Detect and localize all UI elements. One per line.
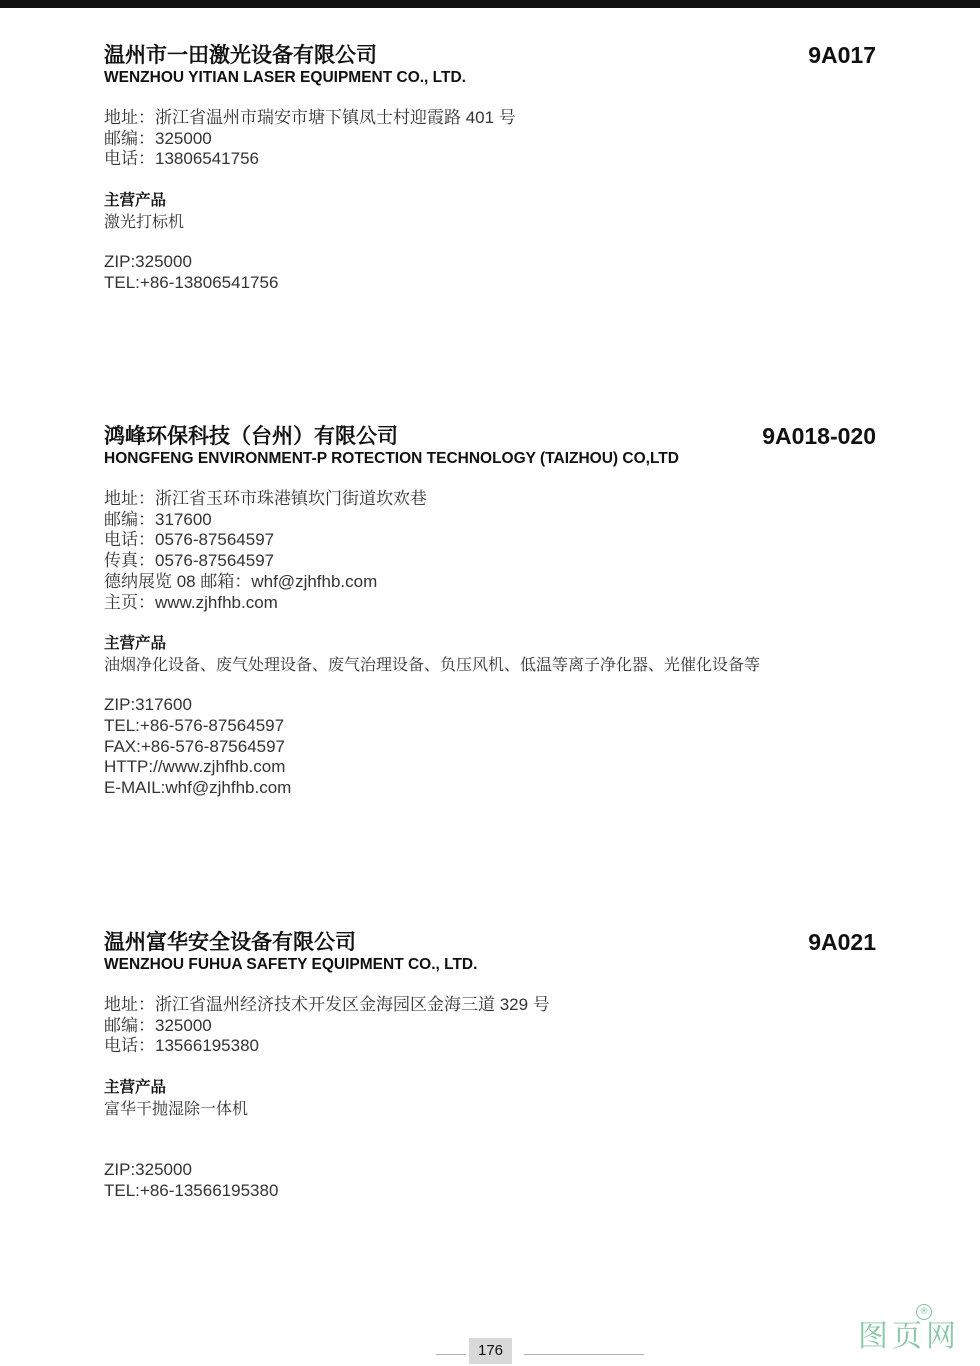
email-en-line: E-MAIL:whf@zjhfhb.com <box>104 778 292 798</box>
products-text: 油烟净化设备、废气处理设备、废气治理设备、负压风机、低温等离子净化器、光催化设备等 <box>104 655 761 675</box>
zip-line: ZIP:317600 <box>104 695 192 715</box>
company-name-en: HONGFENG ENVIRONMENT-P ROTECTION TECHNOLOGY (TAIZHOU) CO,LTD <box>104 450 679 467</box>
products-text: 富华干抛湿除一体机 <box>104 1099 249 1119</box>
products-heading: 主营产品 <box>104 634 167 653</box>
homepage-line: 主页：www.zjhfhb.com <box>104 592 278 612</box>
zip-line: ZIP:325000 <box>104 252 192 272</box>
tel-line: TEL:+86-13566195380 <box>104 1180 279 1200</box>
exhibitor-entry <box>104 42 880 294</box>
page-number: 176 <box>469 1338 512 1364</box>
http-line: HTTP://www.zjhfhb.com <box>104 757 286 777</box>
products-text: 激光打标机 <box>104 212 185 232</box>
address-line: 地址：浙江省玉环市珠港镇坎门街道坎欢巷 <box>104 489 427 508</box>
company-name-cn: 温州富华安全设备有限公司 <box>104 930 356 954</box>
products-heading: 主营产品 <box>104 1078 167 1097</box>
phone-line: 电话：13566195380 <box>104 1036 260 1056</box>
registered-mark-icon: ® <box>916 1304 932 1320</box>
fax-en-line: FAX:+86-576-87564597 <box>104 736 286 756</box>
address-line: 地址：浙江省温州市瑞安市塘下镇凤士村迎霞路 401 号 <box>104 108 516 127</box>
zip-line: ZIP:325000 <box>104 1160 192 1180</box>
booth-number: 9A018-020 <box>762 423 876 449</box>
phone-line: 电话：13806541756 <box>104 149 260 169</box>
company-name-en: WENZHOU FUHUA SAFETY EQUIPMENT CO., LTD. <box>104 956 478 973</box>
postcode-line: 邮编：325000 <box>104 1015 212 1035</box>
watermark-logo: 图页网 <box>858 1319 960 1354</box>
top-border-bar <box>0 0 980 8</box>
booth-number: 9A017 <box>808 42 876 68</box>
company-name-en: WENZHOU YITIAN LASER EQUIPMENT CO., LTD. <box>104 69 466 86</box>
phone-line: 电话：0576-87564597 <box>104 530 275 550</box>
postcode-line: 邮编：325000 <box>104 128 212 148</box>
tel-line: TEL:+86-13806541756 <box>104 272 279 292</box>
fax-line: 传真：0576-87564597 <box>104 551 275 571</box>
footer-rule-left <box>436 1354 466 1355</box>
booth-number: 9A021 <box>808 929 876 955</box>
company-name-cn: 鸿峰环保科技（台州）有限公司 <box>104 424 398 448</box>
tel-line: TEL:+86-576-87564597 <box>104 715 285 735</box>
address-line: 地址：浙江省温州经济技术开发区金海园区金海三道 329 号 <box>104 995 550 1014</box>
footer-rule-right <box>524 1354 644 1355</box>
postcode-line: 邮编：317600 <box>104 509 212 529</box>
exhibitor-entry <box>104 929 880 1202</box>
exhibitor-entry <box>104 423 880 799</box>
company-name-cn: 温州市一田激光设备有限公司 <box>104 43 377 67</box>
email-line: 德纳展览 08 邮箱：whf@zjhfhb.com <box>104 571 378 591</box>
products-heading: 主营产品 <box>104 191 167 210</box>
